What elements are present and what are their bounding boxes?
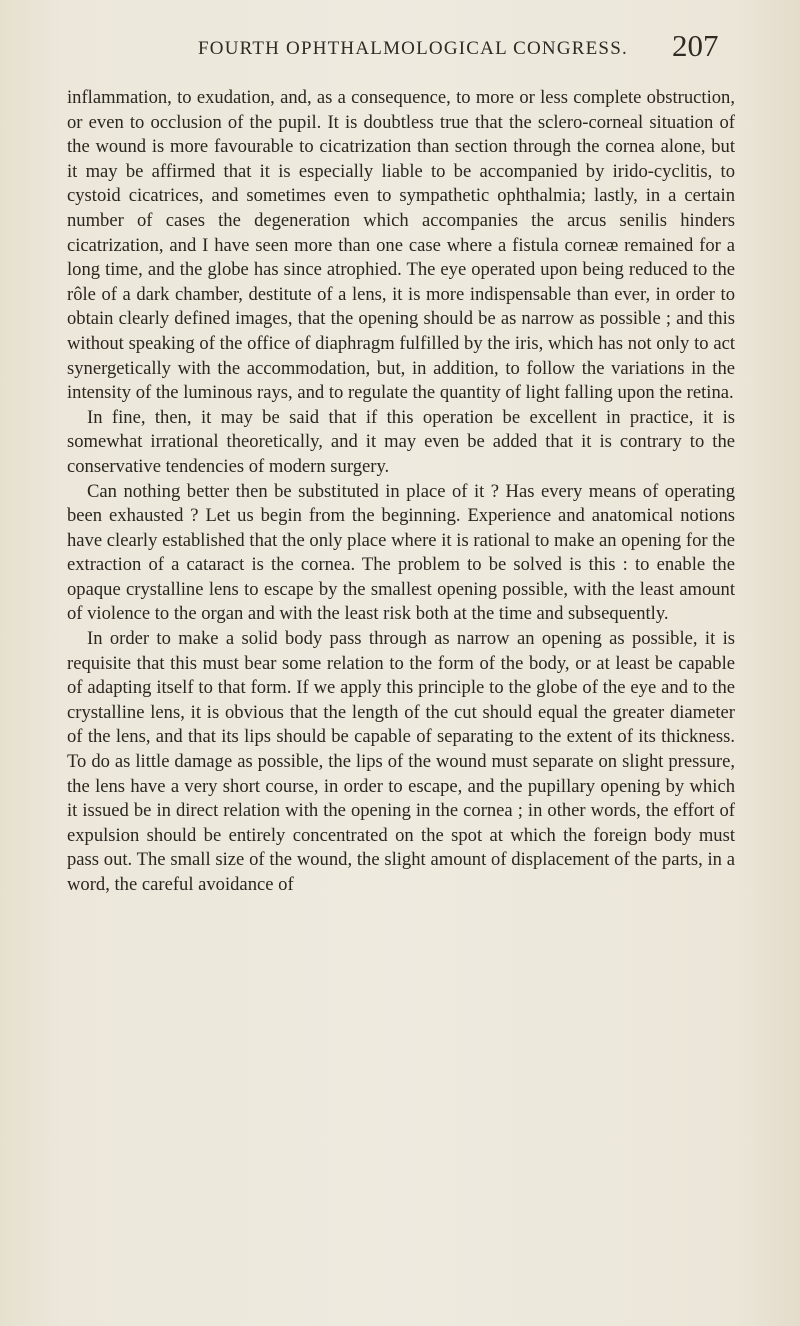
- page-number: 207: [672, 28, 719, 63]
- paragraph-continuation: inflammation, to exudation, and, as a consequence, to more or less complete obstruction, or even to occlusion of the pupil. It is doubtless true that the sclero-corneal situation of the wound is more favourable to cicatrization than section through the cornea alone, but it may be affirmed that it is especially liable to be accompanied by irido-cyclitis, to cystoid cicatrices, and sometimes even to sympathetic ophthalmia; lastly, in a certain number of cases the degeneration which accompanies the arcus senilis hinders cicatrization, and I have seen more than one case where a fistula corneæ remained for a long time, and the globe has since atrophied. The eye operated upon being reduced to the rôle of a dark chamber, destitute of a lens, it is more indispensable than ever, in order to obtain clearly defined images, that the opening should be as narrow as possible ; and this without speaking of the office of diaphragm fulfilled by the iris, which has not only to act synergetically with the accommodation, but, in addition, to follow the variations in the intensity of the luminous rays, and to regulate the quantity of light falling upon the retina.: [67, 87, 735, 404]
- paragraph: In order to make a solid body pass through as narrow an opening as possible, it is requisite that this must bear some relation to the form of the body, or at least be capable of adapting itself to that form. If we apply this principle to the globe of the eye and to the crystalline lens, it is obvious that the length of the cut should equal the greater diameter of the lens, and that its lips should be capable of separating to the extent of its thickness. To do as little damage as possible, the lips of the wound must separate on slight pressure, the lens have a very short course, in order to escape, and the pupillary opening by which it issued be in direct relation with the opening in the cornea ; in other words, the effort of expulsion should be entirely concentrated on the spot at which the foreign body must pass out. The small size of the wound, the slight amount of displacement of the parts, in a word, the careful avoidance of: [67, 628, 735, 895]
- body-text: [67, 86, 735, 898]
- paragraph: In fine, then, it may be said that if this operation be excellent in practice, it is somewhat irrational theoretically, and it may even be added that it is contrary to the conservative tendencies of modern surgery.: [67, 406, 735, 477]
- running-head: FOURTH OPHTHALMOLOGICAL CONGRESS.: [198, 38, 628, 59]
- paragraph: Can nothing better then be substituted in place of it ? Has every means of operating been exhausted ? Let us begin from the beginning. Experience and anatomical notions have clearly established that the only place where it is rational to make an opening for the extraction of a cataract is the cornea. The problem to be solved is this : to enable the opaque crystalline lens to escape by the smallest opening possible, with the least amount of violence to the organ and with the least risk both at the time and subsequently.: [67, 480, 735, 625]
